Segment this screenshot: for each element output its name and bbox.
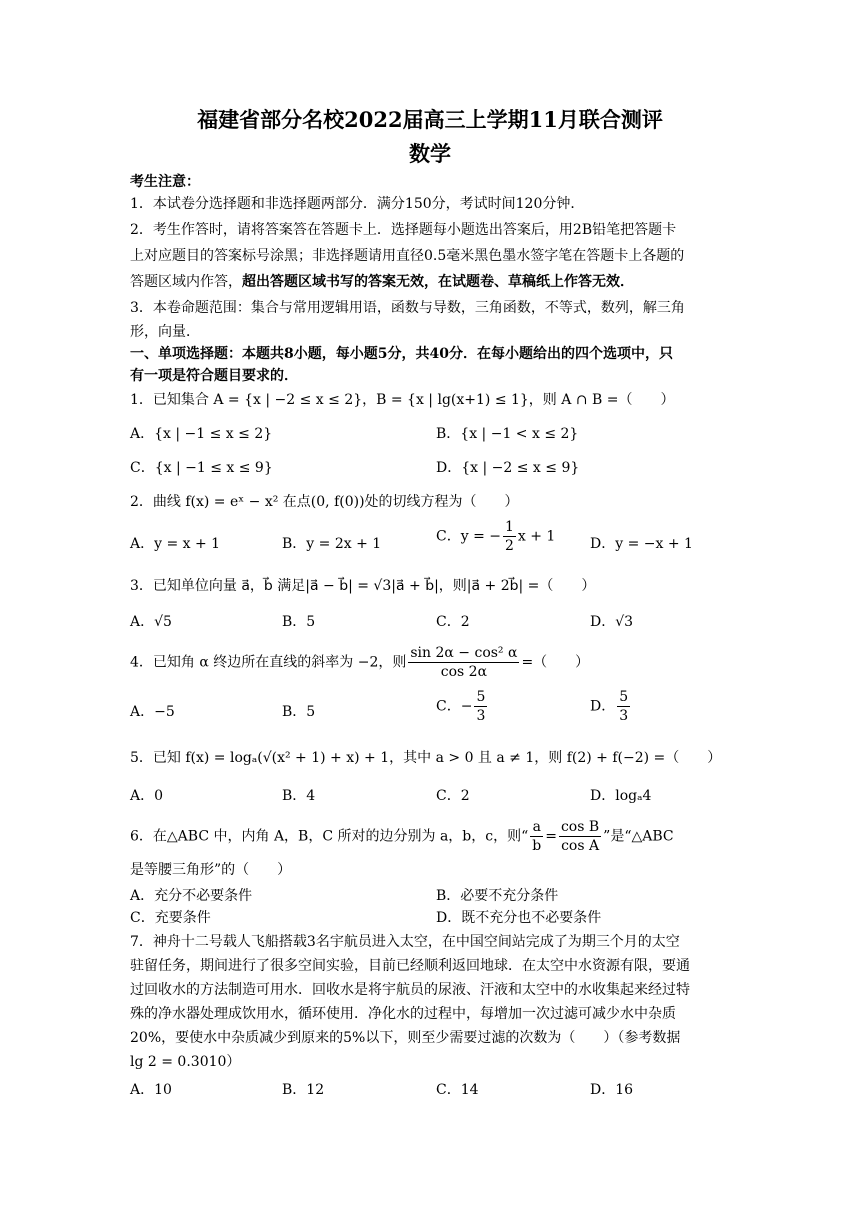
question-7-line-1: 7．神舟十二号载人飞船搭载3名宇航员进入太空，在中国空间站完成了为期三个月的太空 (130, 934, 680, 950)
fraction-denominator: 2 (504, 538, 514, 554)
question-1-option-d: D．{x | −2 ≤ x ≤ 9} (436, 460, 580, 476)
question-4-option-d-fraction (617, 688, 630, 725)
question-4-option-c-fraction (474, 688, 487, 725)
question-7-line-2: 驻留任务，期间进行了很多空间实验，目前已经顺利返回地球．在太空中水资源有限，要通 (130, 958, 690, 974)
question-3-option-d: D．√3 (590, 614, 634, 630)
question-4-stem-suffix: =（ ） (521, 654, 590, 671)
question-2-option-c-prefix: C．y = − (436, 528, 501, 545)
fraction-denominator: cos A (561, 838, 600, 854)
section-heading-line-1: 一、单项选择题：本题共8小题，每小题5分，共40分．在每小题给出的四个选项中，只 (130, 346, 673, 362)
exam-subject: 数学 (409, 141, 451, 166)
question-4-option-c (436, 688, 489, 725)
exam-title: 福建省部分名校2022届高三上学期11月联合测评 (197, 107, 663, 132)
question-6-option-d: D．既不充分也不必要条件 (436, 910, 602, 926)
notice-line-2: 2．考生作答时，请将答案答在答题卡上．选择题每小题选出答案后，用2B铅笔把答题卡 (130, 222, 677, 238)
question-6-equals: = (545, 828, 557, 845)
question-5-option-c: C．2 (436, 788, 470, 804)
question-2-option-c-suffix: x + 1 (517, 528, 556, 545)
fraction-denominator: b (532, 838, 542, 854)
question-6-option-c: C．充要条件 (130, 910, 211, 926)
fraction-denominator: 3 (476, 708, 486, 724)
question-2-stem: 2．曲线 f(x) = eˣ − x² 在点(0, f(0))处的切线方程为（ ） (130, 494, 519, 510)
notice-line-4-bold: 超出答题区域书写的答案无效，在试题卷、草稿纸上作答无效． (242, 274, 634, 290)
question-2-option-a: A．y = x + 1 (130, 536, 221, 552)
question-1-option-c: C．{x | −1 ≤ x ≤ 9} (130, 460, 273, 476)
question-5-option-a: A．0 (130, 788, 164, 804)
question-1-option-b: B．{x | −1 < x ≤ 2} (436, 426, 579, 442)
question-2-option-b: B．y = 2x + 1 (282, 536, 382, 552)
notice-line-5: 3．本卷命题范围：集合与常用逻辑用语，函数与导数，三角函数，不等式，数列，解三角 (130, 300, 685, 316)
section-heading-line-2: 有一项是符合题目要求的． (130, 368, 298, 384)
question-7-line-5: 20%，要使水中杂质减少到原来的5%以下，则至少需要过滤的次数为（ ）（参考数据 (130, 1030, 681, 1046)
question-4-option-d (590, 688, 632, 725)
question-6-option-a: A．充分不必要条件 (130, 888, 253, 904)
question-7-line-6: lg 2 = 0.3010） (130, 1054, 241, 1070)
question-2-option-c-fraction (503, 518, 516, 555)
question-4-fraction (408, 644, 519, 681)
fraction-numerator: 1 (504, 519, 514, 535)
question-6-stem-line-2: 是等腰三角形”的（ ） (130, 862, 292, 878)
fraction-numerator: 5 (476, 689, 486, 705)
question-7-option-c: C．14 (436, 1082, 479, 1098)
question-6-stem-suffix: ”是“△ABC (603, 828, 674, 845)
question-3-option-b: B．5 (282, 614, 316, 630)
notice-line-3: 上对应题目的答案标号涂黑；非选择题请用直径0.5毫米黑色墨水签字笔在答题卡上各题的 (130, 248, 685, 264)
question-7-line-4: 殊的净水器处理成饮用水，循环使用．净化水的过程中，每增加一次过滤可减少水中杂质 (130, 1006, 676, 1022)
question-3-option-a: A．√5 (130, 614, 172, 630)
fraction-numerator: a (530, 818, 543, 837)
question-4-stem-prefix: 4．已知角 α 终边所在直线的斜率为 −2，则 (130, 654, 407, 671)
notice-line-1: 1．本试卷分选择题和非选择题两部分．满分150分，考试时间120分钟． (130, 196, 585, 212)
question-4-option-a: A．−5 (130, 704, 175, 720)
question-5-option-d: D．logₐ4 (590, 788, 652, 804)
question-6-option-b: B．必要不充分条件 (436, 888, 559, 904)
question-1-stem: 1．已知集合 A = {x | −2 ≤ x ≤ 2}，B = {x | lg(x+1) ≤ 1}，则 A ∩ B =（ ） (130, 392, 675, 408)
notice-heading: 考生注意： (130, 174, 200, 190)
question-1-option-a: A．{x | −1 ≤ x ≤ 2} (130, 426, 273, 442)
notice-line-4-text: 答题区域内作答， (130, 274, 242, 290)
question-6-fraction-cos (559, 818, 601, 855)
notice-line-4 (130, 272, 634, 292)
question-7-option-d: D．16 (590, 1082, 634, 1098)
question-7-option-b: B．12 (282, 1082, 325, 1098)
fraction-numerator: cos B (560, 819, 600, 835)
fraction-numerator: sin 2α − cos² α (410, 645, 518, 661)
question-7-option-a: A．10 (130, 1082, 172, 1098)
fraction-denominator: 3 (619, 708, 629, 724)
question-4-stem (130, 644, 589, 681)
question-2-option-c (436, 518, 555, 555)
question-4-option-d-prefix: D． (590, 698, 616, 715)
question-3-stem: 3．已知单位向量 a⃗，b⃗ 满足|a⃗ − b⃗| = √3|a⃗ + b⃗|，则|a⃗ + 2b⃗| =（ ） (130, 578, 596, 594)
question-6-stem (130, 818, 674, 855)
question-4-option-b: B．5 (282, 704, 316, 720)
question-6-stem-prefix: 6．在△ABC 中，内角 A，B，C 所对的边分别为 a，b，c，则“ (130, 828, 529, 845)
notice-line-6: 形，向量． (130, 324, 200, 340)
question-6-fraction-ab (530, 818, 543, 855)
fraction-numerator: 5 (619, 689, 629, 705)
question-3-option-c: C．2 (436, 614, 470, 630)
question-4-option-c-prefix: C．− (436, 698, 473, 715)
question-2-option-d: D．y = −x + 1 (590, 536, 693, 552)
question-7-line-3: 过回收水的方法制造可用水．回收水是将宇航员的尿液、汗液和太空中的水收集起来经过特 (130, 982, 690, 998)
fraction-denominator: cos 2α (440, 664, 488, 680)
question-5-stem: 5．已知 f(x) = logₐ(√(x² + 1) + x) + 1，其中 a > 0 且 a ≠ 1，则 f(2) + f(−2) =（ ） (130, 750, 722, 766)
question-5-option-b: B．4 (282, 788, 316, 804)
